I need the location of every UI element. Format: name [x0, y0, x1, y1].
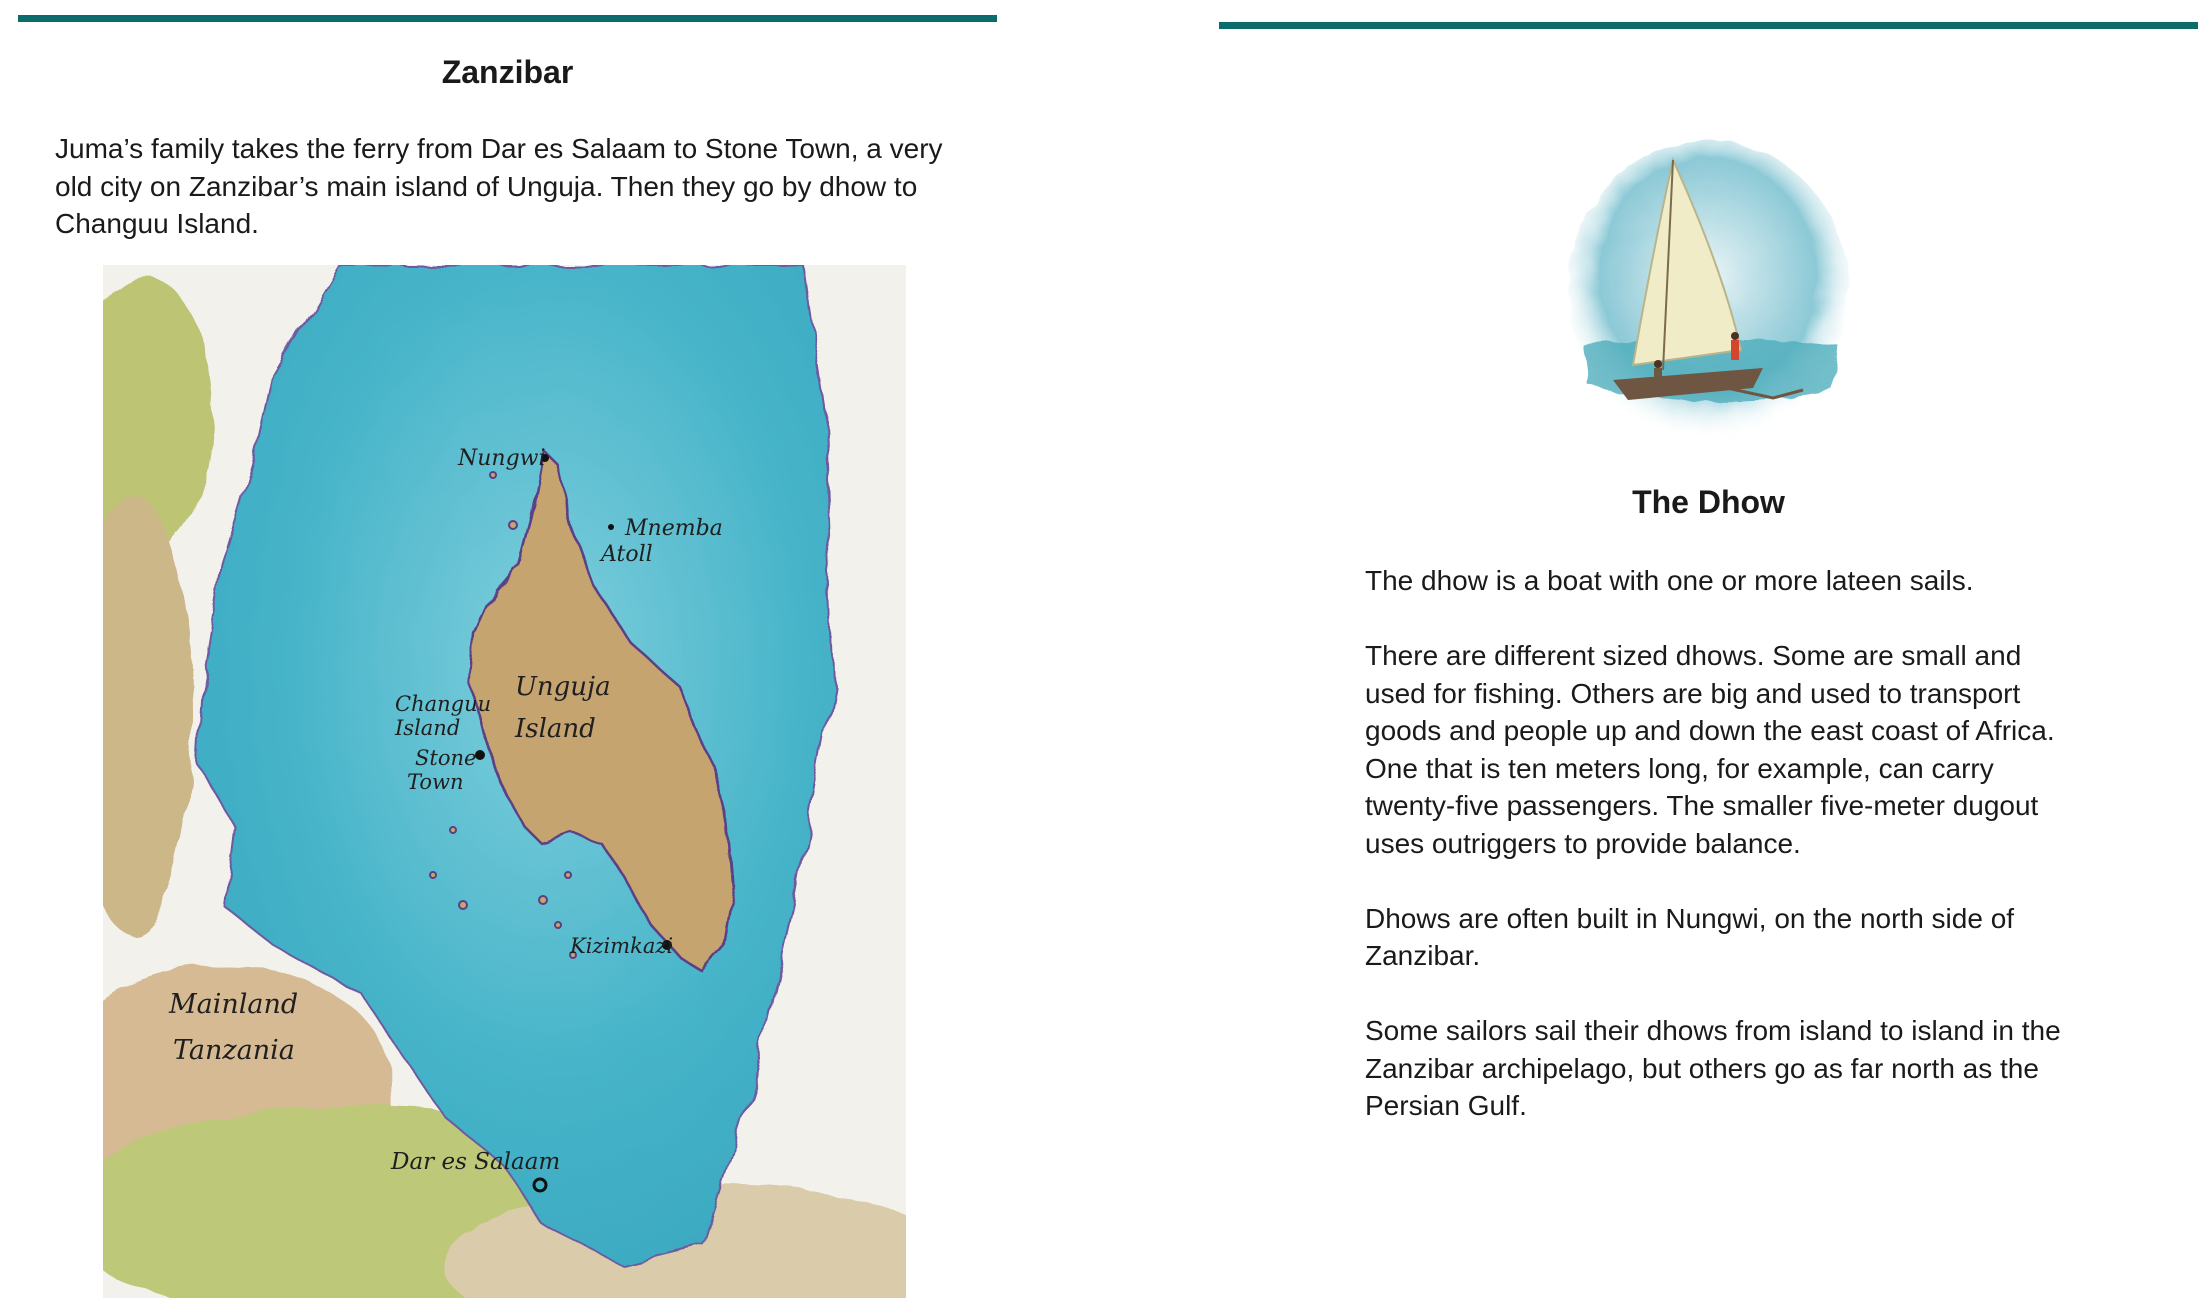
map-label-changuu-island: Island — [395, 716, 461, 740]
dhow-paragraph: Some sailors sail their dhows from island to island in the Zanzibar archipelago, but others go as far north as the Persian Gulf. — [1365, 1015, 2061, 1121]
map-label-town: Town — [407, 770, 464, 794]
map-label-unguja-island: Island — [515, 714, 596, 744]
dhow-illustration — [1563, 130, 1853, 450]
intro-paragraph: Juma’s family takes the ferry from Dar es Salaam to Stone Town, a very old city on Zanzibar’s main island of Unguja. Then they go by dhow to Changuu Island. — [55, 133, 943, 239]
zanzibar-map — [103, 265, 906, 1298]
dhow-paragraph: The dhow is a boat with one or more lateen sails. — [1365, 565, 1974, 596]
map-label-mainland: Mainland — [169, 989, 299, 1020]
map-label-dar-es-salaam: Dar es Salaam — [391, 1149, 561, 1175]
map-label-kizimkazi: Kizimkazi — [570, 934, 674, 958]
map-label-atoll: Atoll — [601, 542, 653, 567]
map-label-mnemba: Mnemba — [625, 516, 723, 541]
left-page-title: Zanzibar — [441, 54, 574, 90]
map-label-unguja: Unguja — [515, 672, 611, 702]
dhow-text — [1365, 562, 2065, 1162]
right-page-title: The Dhow — [1632, 484, 1785, 520]
dhow-paragraph: There are different sized dhows. Some are small and used for fishing. Others are big and used to transport goods and people up and down the east coast of Africa. One that is ten meters long, for example, can carry twenty-five passengers. The smaller five-meter dugout uses outriggers to provide balance. — [1365, 640, 2055, 859]
map-label-changuu: Changuu — [395, 692, 492, 716]
map-label-stone: Stone — [415, 746, 477, 770]
right-page-top-rule — [1219, 22, 2198, 29]
map-label-tanzania: Tanzania — [173, 1035, 295, 1066]
map-label-nungwi: Nungwi — [458, 446, 546, 471]
dhow-paragraph: Dhows are often built in Nungwi, on the north side of Zanzibar. — [1365, 902, 2015, 971]
left-page-top-rule — [18, 15, 997, 22]
